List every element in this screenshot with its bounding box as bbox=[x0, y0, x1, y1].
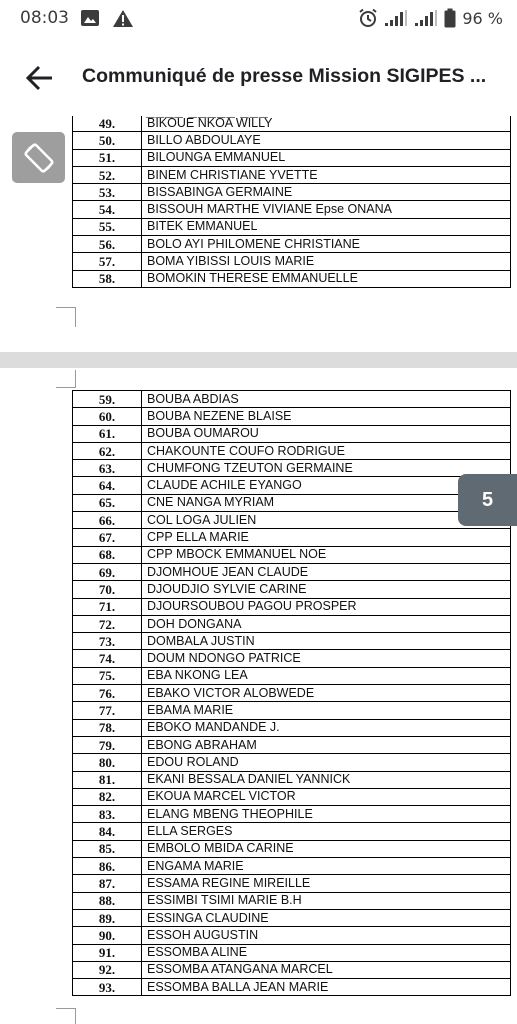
screen-rotation-icon[interactable] bbox=[21, 140, 57, 176]
row-number: 52. bbox=[73, 166, 142, 183]
row-name: ESSOMBA BALLA JEAN MARIE bbox=[142, 979, 511, 996]
table-row bbox=[73, 875, 511, 892]
table-row bbox=[73, 771, 511, 788]
battery-percent: 96 % bbox=[462, 8, 503, 28]
alarm-icon bbox=[358, 8, 378, 28]
table-row bbox=[73, 788, 511, 805]
row-name: DJOUDJIO SYLVIE CARINE bbox=[142, 581, 511, 598]
table-row bbox=[73, 650, 511, 667]
table-row bbox=[73, 823, 511, 840]
row-name: BOUBA OUMAROU bbox=[142, 425, 511, 442]
row-name: EBAMA MARIE bbox=[142, 702, 511, 719]
row-number: 54. bbox=[73, 201, 142, 218]
row-name: EBONG ABRAHAM bbox=[142, 736, 511, 753]
arrow-left-icon[interactable] bbox=[20, 58, 60, 98]
row-name: ELANG MBENG THEOPHILE bbox=[142, 806, 511, 823]
row-name: CPP ELLA MARIE bbox=[142, 529, 511, 546]
row-name: BOUBA ABDIAS bbox=[142, 391, 511, 408]
table-row bbox=[73, 615, 511, 632]
row-name: COL LOGA JULIEN bbox=[142, 512, 511, 529]
table-row bbox=[73, 184, 511, 201]
table-row bbox=[73, 892, 511, 909]
table-row bbox=[73, 391, 511, 408]
row-name: DJOURSOUBOU PAGOU PROSPER bbox=[142, 598, 511, 615]
table-row bbox=[73, 633, 511, 650]
crop-mark bbox=[56, 1008, 76, 1024]
row-number: 76. bbox=[73, 685, 142, 702]
row-number: 51. bbox=[73, 149, 142, 166]
table-row bbox=[73, 494, 511, 511]
table-row bbox=[73, 581, 511, 598]
row-number: 63. bbox=[73, 460, 142, 477]
table-row bbox=[73, 754, 511, 771]
table-row bbox=[73, 702, 511, 719]
row-number: 68. bbox=[73, 546, 142, 563]
row-name: BILOUNGA EMMANUEL bbox=[142, 149, 511, 166]
table-row bbox=[73, 253, 511, 270]
row-number: 61. bbox=[73, 425, 142, 442]
table-row bbox=[73, 149, 511, 166]
back-button[interactable] bbox=[20, 58, 60, 98]
rotate-screen-button[interactable] bbox=[12, 132, 65, 183]
row-number: 67. bbox=[73, 529, 142, 546]
row-number: 78. bbox=[73, 719, 142, 736]
row-name: ESSINGA CLAUDINE bbox=[142, 909, 511, 926]
table-row bbox=[73, 563, 511, 580]
row-name: CNE NANGA MYRIAM bbox=[142, 494, 511, 511]
table-row bbox=[73, 927, 511, 944]
row-name: ENGAMA MARIE bbox=[142, 858, 511, 875]
row-number: 82. bbox=[73, 788, 142, 805]
row-number: 92. bbox=[73, 961, 142, 978]
crop-mark bbox=[56, 307, 76, 327]
row-name: EKOUA MARCEL VICTOR bbox=[142, 788, 511, 805]
row-name: DOMBALA JUSTIN bbox=[142, 633, 511, 650]
crop-mark bbox=[56, 370, 76, 388]
row-name: DOUM NDONGO PATRICE bbox=[142, 650, 511, 667]
table-row bbox=[73, 961, 511, 978]
status-time: 08:03 bbox=[20, 8, 69, 28]
row-name: ESSOMBA ATANGANA MARCEL bbox=[142, 961, 511, 978]
row-number: 80. bbox=[73, 754, 142, 771]
row-number: 73. bbox=[73, 633, 142, 650]
row-name: DOH DONGANA bbox=[142, 615, 511, 632]
status-right bbox=[358, 7, 503, 29]
table-row bbox=[73, 442, 511, 459]
row-number: 59. bbox=[73, 391, 142, 408]
table-row bbox=[73, 909, 511, 926]
table-row bbox=[73, 166, 511, 183]
row-number: 93. bbox=[73, 979, 142, 996]
signal-icon bbox=[384, 9, 408, 27]
table-row bbox=[73, 477, 511, 494]
status-bar bbox=[0, 0, 517, 36]
row-number: 79. bbox=[73, 736, 142, 753]
table-row bbox=[73, 132, 511, 149]
image-notification-icon bbox=[80, 9, 100, 27]
row-number: 83. bbox=[73, 806, 142, 823]
row-number: 72. bbox=[73, 615, 142, 632]
table-row bbox=[73, 408, 511, 425]
row-name: EBAKO VICTOR ALOBWEDE bbox=[142, 685, 511, 702]
row-number: 57. bbox=[73, 253, 142, 270]
table-row bbox=[73, 201, 511, 218]
row-number: 66. bbox=[73, 512, 142, 529]
table-row bbox=[73, 546, 511, 563]
names-table-page-5 bbox=[72, 390, 511, 996]
row-name: EDOU ROLAND bbox=[142, 754, 511, 771]
row-number: 55. bbox=[73, 218, 142, 235]
row-name: BOLO AYI PHILOMENE CHRISTIANE bbox=[142, 236, 511, 253]
row-number: 50. bbox=[73, 132, 142, 149]
battery-icon bbox=[444, 8, 456, 28]
row-name: CHUMFONG TZEUTON GERMAINE bbox=[142, 460, 511, 477]
row-name: CHAKOUNTE COUFO RODRIGUE bbox=[142, 442, 511, 459]
row-number: 81. bbox=[73, 771, 142, 788]
table-row bbox=[73, 218, 511, 235]
table-row bbox=[73, 736, 511, 753]
document-title: Communiqué de presse Mission SIGIPES ... bbox=[82, 65, 487, 87]
table-row bbox=[73, 944, 511, 961]
row-name: BISSABINGA GERMAINE bbox=[142, 184, 511, 201]
table-row bbox=[73, 858, 511, 875]
row-name: BOUBA NEZENE BLAISE bbox=[142, 408, 511, 425]
app-bar bbox=[0, 40, 517, 116]
row-number: 70. bbox=[73, 581, 142, 598]
row-number: 85. bbox=[73, 840, 142, 857]
row-number: 77. bbox=[73, 702, 142, 719]
row-number: 53. bbox=[73, 184, 142, 201]
row-name: CLAUDE ACHILE EYANGO bbox=[142, 477, 511, 494]
row-number: 89. bbox=[73, 909, 142, 926]
table-row bbox=[73, 685, 511, 702]
page-separator bbox=[0, 352, 517, 368]
row-number: 75. bbox=[73, 667, 142, 684]
row-name: ELLA SERGES bbox=[142, 823, 511, 840]
row-name: BIKOUE NKOA WILLY bbox=[142, 116, 511, 132]
row-name: EKANI BESSALA DANIEL YANNICK bbox=[142, 771, 511, 788]
row-number: 71. bbox=[73, 598, 142, 615]
table-row bbox=[73, 719, 511, 736]
row-number: 60. bbox=[73, 408, 142, 425]
table-row bbox=[73, 598, 511, 615]
row-number: 69. bbox=[73, 563, 142, 580]
row-number: 86. bbox=[73, 858, 142, 875]
row-name: DJOMHOUE JEAN CLAUDE bbox=[142, 563, 511, 580]
row-number: 64. bbox=[73, 477, 142, 494]
table-row bbox=[73, 806, 511, 823]
document-viewer[interactable] bbox=[0, 116, 517, 1024]
row-number: 65. bbox=[73, 494, 142, 511]
row-name: ESSOMBA ALINE bbox=[142, 944, 511, 961]
row-name: BISSOUH MARTHE VIVIANE Epse ONANA bbox=[142, 201, 511, 218]
row-number: 49. bbox=[73, 116, 142, 132]
row-name: BOMA YIBISSI LOUIS MARIE bbox=[142, 253, 511, 270]
table-row bbox=[73, 667, 511, 684]
table-row bbox=[73, 425, 511, 442]
row-number: 91. bbox=[73, 944, 142, 961]
names-table-page-4 bbox=[72, 116, 511, 288]
signal-icon bbox=[414, 9, 438, 27]
row-name: EMBOLO MBIDA CARINE bbox=[142, 840, 511, 857]
table-row bbox=[73, 840, 511, 857]
table-row bbox=[73, 116, 511, 132]
page-number-indicator: 5 bbox=[458, 474, 517, 526]
row-name: BITEK EMMANUEL bbox=[142, 218, 511, 235]
row-name: EBA NKONG LEA bbox=[142, 667, 511, 684]
row-number: 74. bbox=[73, 650, 142, 667]
row-name: ESSOH AUGUSTIN bbox=[142, 927, 511, 944]
row-number: 88. bbox=[73, 892, 142, 909]
table-row bbox=[73, 529, 511, 546]
row-name: BILLO ABDOULAYE bbox=[142, 132, 511, 149]
row-name: CPP MBOCK EMMANUEL NOE bbox=[142, 546, 511, 563]
row-number: 90. bbox=[73, 927, 142, 944]
row-number: 84. bbox=[73, 823, 142, 840]
row-number: 56. bbox=[73, 236, 142, 253]
warning-icon bbox=[112, 9, 134, 28]
row-name: BINEM CHRISTIANE YVETTE bbox=[142, 166, 511, 183]
row-number: 87. bbox=[73, 875, 142, 892]
table-row bbox=[73, 270, 511, 287]
table-row bbox=[73, 979, 511, 996]
table-row bbox=[73, 460, 511, 477]
table-row bbox=[73, 236, 511, 253]
row-number: 58. bbox=[73, 270, 142, 287]
row-name: ESSAMA REGINE MIREILLE bbox=[142, 875, 511, 892]
row-name: ESSIMBI TSIMI MARIE B.H bbox=[142, 892, 511, 909]
row-name: BOMOKIN THERESE EMMANUELLE bbox=[142, 270, 511, 287]
row-name: EBOKO MANDANDE J. bbox=[142, 719, 511, 736]
row-number: 62. bbox=[73, 442, 142, 459]
table-row bbox=[73, 512, 511, 529]
